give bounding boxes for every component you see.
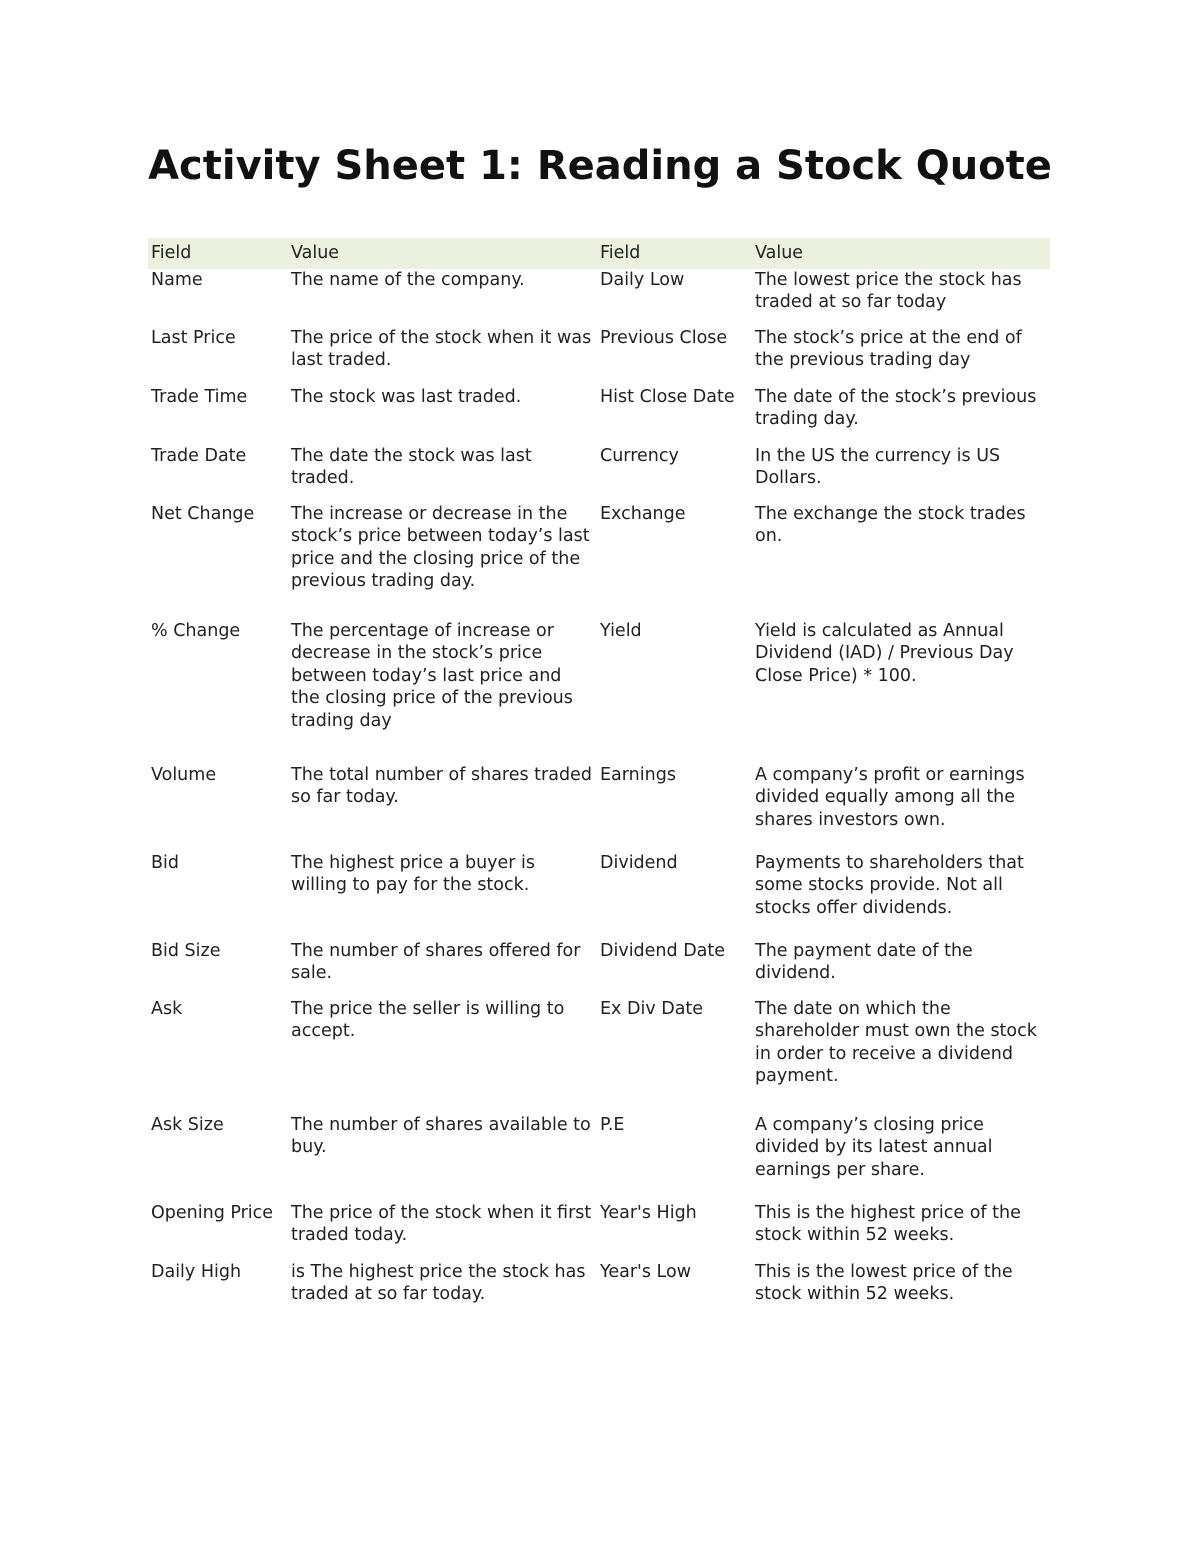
field-name: Trade Date [151, 446, 247, 466]
field-name: Hist Close Date [600, 387, 735, 407]
field-name: Name [151, 270, 203, 290]
field-description: The number of shares offered for sale. [291, 941, 581, 984]
field-name: Ask [151, 999, 183, 1019]
field-name: Last Price [151, 328, 236, 348]
field-name: Exchange [600, 504, 686, 524]
field-name: Earnings [600, 765, 676, 785]
field-name: Previous Close [600, 328, 728, 348]
field-name: Year's Low [600, 1262, 692, 1282]
field-description: The payment date of the dividend. [755, 941, 973, 984]
header-field-1: Field [148, 238, 288, 269]
table-row [148, 764, 1050, 852]
table-row [148, 327, 1050, 386]
table-row [148, 852, 1050, 940]
field-description: The price of the stock when it was last traded. [291, 328, 592, 371]
page-title: Activity Sheet 1: Reading a Stock Quote [148, 143, 1052, 189]
table-row [148, 269, 1050, 327]
field-description: The increase or decrease in the stock’s price between today’s last price and the closing price of the previous trading day. [291, 504, 590, 592]
header-value-2: Value [752, 238, 1050, 269]
field-name: Trade Time [151, 387, 248, 407]
field-name: Year's High [600, 1203, 697, 1223]
table-row [148, 620, 1050, 764]
table-header-row [148, 238, 1050, 269]
field-description: The percentage of increase or decrease in the stock’s price between today’s last price and the closing price of the previous trading day [291, 621, 573, 731]
field-name: Ask Size [151, 1115, 224, 1135]
field-description: This is the lowest price of the stock within 52 weeks. [755, 1262, 1013, 1305]
table-row [148, 503, 1050, 620]
stock-quote-fields-table [148, 238, 1050, 1319]
field-description: The stock’s price at the end of the previous trading day [755, 328, 1022, 371]
table-row [148, 998, 1050, 1114]
table-row [148, 1202, 1050, 1261]
field-description: The stock was last traded. [291, 387, 522, 407]
field-name: Bid [151, 853, 179, 873]
field-description: The lowest price the stock has traded at so far today [755, 270, 1022, 313]
field-name: Yield [600, 621, 642, 641]
field-name: Opening Price [151, 1203, 274, 1223]
table-row [148, 940, 1050, 998]
field-name: Daily High [151, 1262, 242, 1282]
field-name: Daily Low [600, 270, 685, 290]
header-field-2: Field [597, 238, 752, 269]
field-name: P.E [600, 1115, 625, 1135]
field-name: Volume [151, 765, 217, 785]
table-row [148, 445, 1050, 503]
field-description: Yield is calculated as Annual Dividend (IAD) / Previous Day Close Price) * 100. [755, 621, 1014, 686]
table-row [148, 1261, 1050, 1319]
table-row [148, 386, 1050, 445]
field-description: A company’s closing price divided by its latest annual earnings per share. [755, 1115, 993, 1180]
field-description: Payments to shareholders that some stocks provide. Not all stocks offer dividends. [755, 853, 1024, 918]
field-name: Dividend Date [600, 941, 726, 961]
field-description: The highest price a buyer is willing to pay for the stock. [291, 853, 536, 896]
field-name: % Change [151, 621, 241, 641]
field-description: The date the stock was last traded. [291, 446, 532, 489]
field-description: The total number of shares traded so far today. [291, 765, 592, 808]
field-name: Dividend [600, 853, 678, 873]
field-name: Currency [600, 446, 679, 466]
field-description: A company’s profit or earnings divided equally among all the shares investors own. [755, 765, 1025, 830]
field-description: The number of shares available to buy. [291, 1115, 591, 1158]
field-description: In the US the currency is US Dollars. [755, 446, 1001, 489]
field-description: The name of the company. [291, 270, 525, 290]
table-row [148, 1114, 1050, 1202]
field-description: The date on which the shareholder must own the stock in order to receive a dividend payment. [755, 999, 1037, 1087]
field-name: Ex Div Date [600, 999, 704, 1019]
header-value-1: Value [288, 238, 597, 269]
field-description: The price of the stock when it first traded today. [291, 1203, 592, 1246]
field-description: The exchange the stock trades on. [755, 504, 1026, 547]
field-description: The price the seller is willing to accept. [291, 999, 565, 1042]
field-description: The date of the stock’s previous trading day. [755, 387, 1037, 430]
field-name: Bid Size [151, 941, 221, 961]
field-description: is The highest price the stock has traded at so far today. [291, 1262, 586, 1305]
field-description: This is the highest price of the stock within 52 weeks. [755, 1203, 1021, 1246]
field-name: Net Change [151, 504, 255, 524]
